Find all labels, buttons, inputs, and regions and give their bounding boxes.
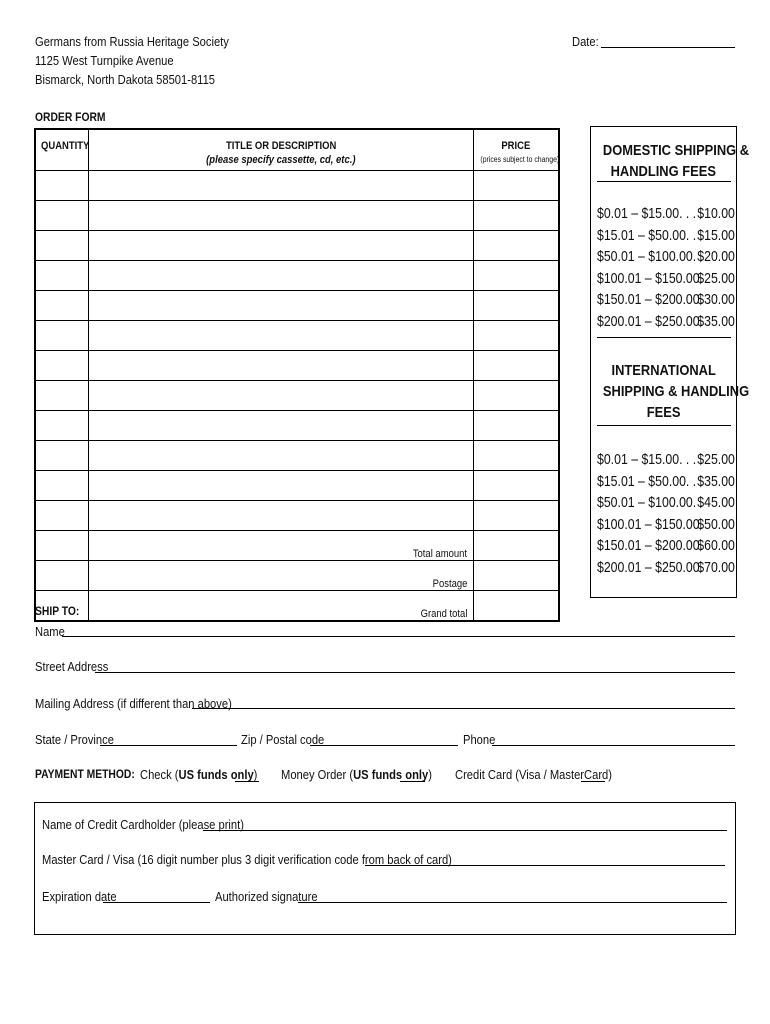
address-line-2: Bismarck, North Dakota 58501-8115: [35, 72, 216, 87]
quantity-cell[interactable]: [36, 531, 89, 561]
zip-field[interactable]: [310, 745, 458, 746]
street-address-label: Street Address: [35, 659, 109, 674]
money-order-option-field[interactable]: [400, 781, 425, 782]
international-title-rule: [597, 425, 731, 426]
fee-amount: $35.00: [697, 472, 735, 490]
description-cell[interactable]: [89, 411, 474, 441]
shipping-fees-box: [590, 126, 750, 598]
state-label: State / Province: [35, 732, 114, 747]
postage-input[interactable]: [474, 561, 559, 591]
quantity-cell[interactable]: [36, 291, 89, 321]
quantity-cell[interactable]: [36, 441, 89, 471]
international-title: INTERNATIONAL SHIPPING & HANDLING FEES: [602, 362, 750, 421]
date-label: Date:: [572, 34, 599, 49]
fee-range: $200.01 – $250.00.: [597, 558, 704, 576]
fee-range: $15.01 – $50.00. . .: [597, 472, 704, 490]
total-amount-label: Total amount: [89, 531, 474, 561]
price-cell[interactable]: [474, 291, 559, 321]
quantity-cell[interactable]: [36, 261, 89, 291]
table-header-row: [36, 130, 559, 171]
title-header: TITLE OR DESCRIPTION (please specify cassette, cd, etc.): [89, 130, 474, 171]
name-field[interactable]: [62, 636, 735, 637]
description-cell[interactable]: [89, 441, 474, 471]
order-line-row: [36, 321, 559, 351]
description-cell[interactable]: [89, 261, 474, 291]
org-name: Germans from Russia Heritage Society: [35, 34, 229, 49]
street-address-field[interactable]: [95, 672, 735, 673]
fee-amount: $70.00: [697, 558, 735, 576]
check-option-label: Check (US funds only): [140, 767, 258, 782]
quantity-cell[interactable]: [36, 231, 89, 261]
card-number-field[interactable]: [365, 865, 725, 866]
total-row: [36, 531, 559, 561]
phone-field[interactable]: [492, 745, 735, 746]
fee-range: $50.01 – $100.00. .: [597, 248, 704, 265]
domestic-end-rule: [597, 337, 731, 338]
order-line-row: [36, 261, 559, 291]
price-cell[interactable]: [474, 351, 559, 381]
state-field[interactable]: [100, 745, 237, 746]
fee-amount: $25.00: [697, 269, 735, 287]
description-cell[interactable]: [89, 291, 474, 321]
price-cell[interactable]: [474, 321, 559, 351]
order-line-row: [36, 441, 559, 471]
fee-amount: $35.00: [697, 312, 735, 330]
quantity-header: QUANTITY: [36, 130, 89, 171]
authorized-signature-label: Authorized signature: [215, 889, 318, 904]
zip-label: Zip / Postal code: [241, 732, 325, 747]
fee-range: $0.01 – $15.00. . . .: [597, 451, 703, 468]
authorized-signature-field[interactable]: [298, 902, 727, 903]
quantity-cell[interactable]: [36, 351, 89, 381]
order-table: [34, 128, 560, 622]
quantity-cell[interactable]: [36, 321, 89, 351]
description-cell[interactable]: [89, 351, 474, 381]
quantity-cell[interactable]: [36, 411, 89, 441]
order-line-row: [36, 291, 559, 321]
order-line-row: [36, 411, 559, 441]
org-address-block: [35, 32, 260, 89]
check-option-field[interactable]: [235, 781, 259, 782]
description-cell[interactable]: [89, 171, 474, 201]
credit-card-box: [34, 802, 736, 935]
quantity-cell[interactable]: [36, 381, 89, 411]
fee-range: $150.01 – $200.00.: [597, 291, 704, 308]
fee-amount: $30.00: [697, 291, 735, 308]
grand-total-label: Grand total: [89, 591, 474, 621]
credit-card-option-label: Credit Card (Visa / MasterCard): [455, 767, 612, 782]
price-cell[interactable]: [474, 231, 559, 261]
quantity-cell[interactable]: [36, 201, 89, 231]
fee-amount: $15.00: [697, 226, 735, 244]
order-line-row: [36, 501, 559, 531]
fee-amount: $50.00: [697, 515, 735, 533]
fee-range: $0.01 – $15.00. . . .: [597, 205, 703, 222]
domestic-title: DOMESTIC SHIPPING & HANDLING FEES: [602, 142, 750, 180]
cardholder-name-field[interactable]: [203, 830, 727, 831]
fee-amount: $10.00: [697, 205, 735, 222]
postage-row: [36, 561, 559, 591]
price-cell[interactable]: [474, 411, 559, 441]
fee-amount: $25.00: [697, 451, 735, 468]
grand-total-input[interactable]: [474, 591, 559, 621]
grand-total-row: [36, 591, 559, 621]
date-field[interactable]: [601, 47, 735, 48]
description-cell[interactable]: [89, 471, 474, 501]
price-cell[interactable]: [474, 201, 559, 231]
order-line-row: [36, 171, 559, 201]
name-label: Name: [35, 624, 65, 639]
order-line-row: [36, 231, 559, 261]
quantity-cell[interactable]: [36, 501, 89, 531]
fee-range: $150.01 – $200.00.: [597, 537, 704, 554]
card-number-label: Master Card / Visa (16 digit number plus 3 digit verification code from back of card): [42, 852, 452, 867]
price-cell[interactable]: [474, 381, 559, 411]
domestic-title-rule: [597, 181, 731, 182]
fee-amount: $20.00: [697, 248, 735, 265]
order-line-row: [36, 381, 559, 411]
quantity-cell[interactable]: [36, 171, 89, 201]
quantity-cell[interactable]: [36, 561, 89, 591]
fee-amount: $45.00: [697, 494, 735, 511]
money-order-option-label: Money Order (US funds only): [281, 767, 432, 782]
cardholder-name-label: Name of Credit Cardholder (please print): [42, 817, 244, 832]
description-cell[interactable]: [89, 201, 474, 231]
order-line-row: [36, 471, 559, 501]
price-cell[interactable]: [474, 261, 559, 291]
fee-range: $100.01 – $150.00.: [597, 269, 704, 287]
description-cell[interactable]: [89, 381, 474, 411]
description-cell[interactable]: [89, 231, 474, 261]
payment-method-label: PAYMENT METHOD:: [35, 767, 135, 781]
fee-amount: $60.00: [697, 537, 735, 554]
order-line-row: [36, 201, 559, 231]
mailing-address-field[interactable]: [192, 708, 735, 709]
expiration-date-label: Expiration date: [42, 889, 117, 904]
order-line-row: [36, 351, 559, 381]
ship-to-heading: SHIP TO:: [35, 604, 80, 618]
form-title: ORDER FORM: [35, 110, 106, 124]
phone-label: Phone: [463, 732, 496, 747]
description-cell[interactable]: [89, 321, 474, 351]
description-cell[interactable]: [89, 501, 474, 531]
quantity-cell[interactable]: [36, 471, 89, 501]
postage-label: Postage: [89, 561, 474, 591]
price-cell[interactable]: [474, 171, 559, 201]
fee-range: $15.01 – $50.00. . .: [597, 226, 704, 244]
address-line-1: 1125 West Turnpike Avenue: [35, 53, 174, 68]
fee-range: $50.01 – $100.00. .: [597, 494, 704, 511]
price-header: PRICE (prices subject to change): [474, 130, 559, 171]
total-amount-input[interactable]: [474, 531, 559, 561]
mailing-address-label: Mailing Address (if different than above): [35, 696, 232, 711]
price-cell[interactable]: [474, 501, 559, 531]
credit-card-option-field[interactable]: [581, 781, 605, 782]
fee-range: $100.01 – $150.00.: [597, 515, 704, 533]
expiration-date-field[interactable]: [103, 902, 210, 903]
price-cell[interactable]: [474, 471, 559, 501]
fee-range: $200.01 – $250.00.: [597, 312, 704, 330]
price-cell[interactable]: [474, 441, 559, 471]
